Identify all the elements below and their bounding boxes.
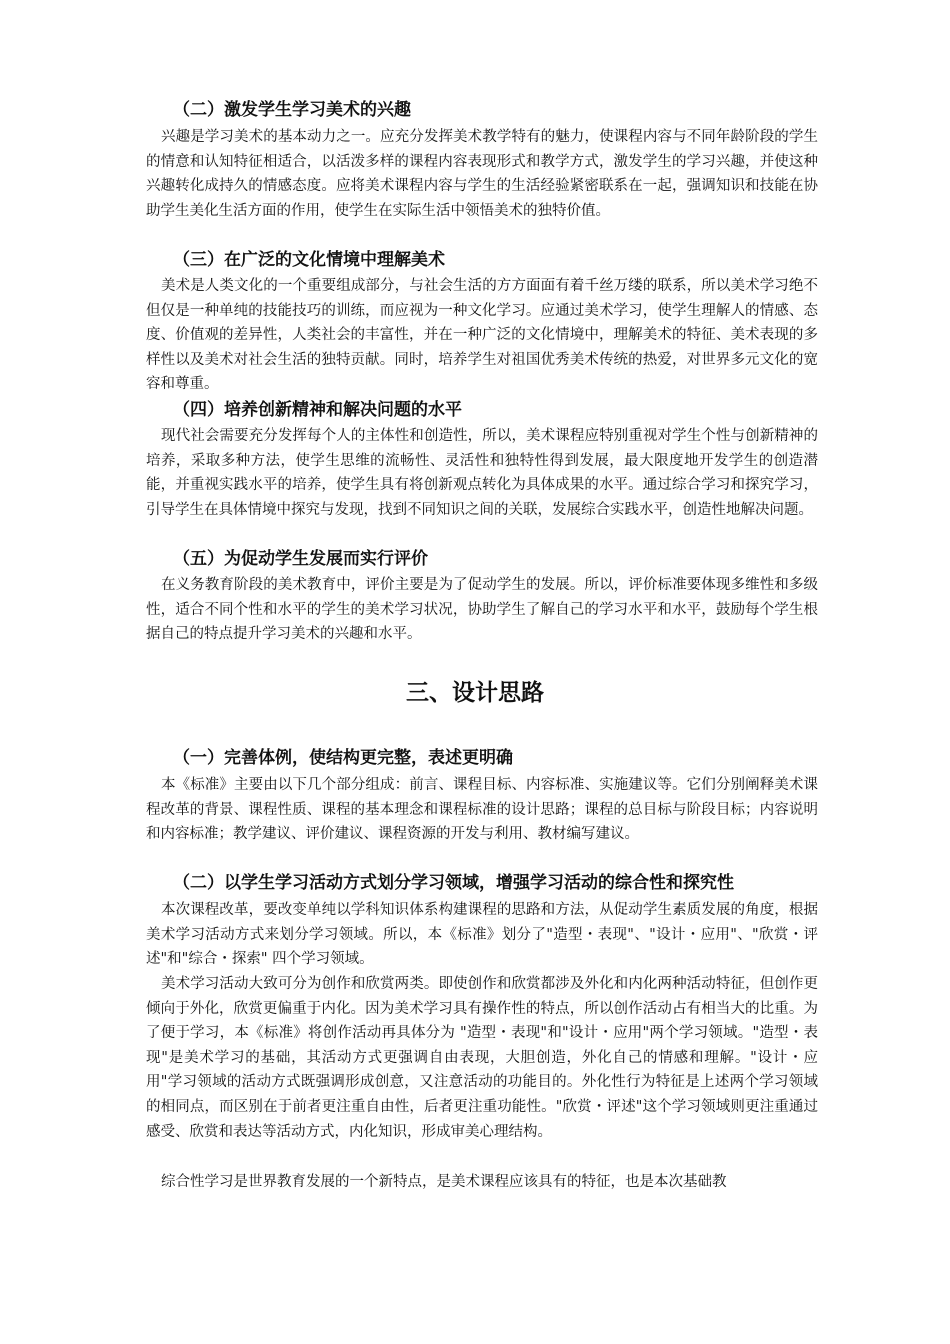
section-heading-interest: （二）激发学生学习美术的兴趣 [173,100,411,120]
section-heading-learning-domains: （二）以学生学习活动方式划分学习领域，增强学习活动的综合性和探究性 [173,873,734,893]
paragraph-learning-domains-1: 本次课程改革，要改变单纯以学科知识体系构建课程的思路和方法，从促动学生素质发展的角度，根据美术学习活动方式来划分学习领域。所以，本《标准》划分了"造型・表现"、"设计・应用"、"欣赏・评述"和"综合・探索" 四个学习领域。 [146,902,818,968]
paragraph-structure: 本《标准》主要由以下几个部分组成：前言、课程目标、内容标准、实施建议等。它们分别阐释美术课程改革的背景、课程性质、课程的基本理念和课程标准的设计思路；课程的总目标与阶段目标；内容说明和内容标准；教学建议、评价建议、课程资源的开发与利用、教材编写建议。 [146,777,818,843]
paragraph-interest: 兴趣是学习美术的基本动力之一。应充分发挥美术教学特有的魅力，使课程内容与不同年龄阶段的学生的情意和认知特征相适合，以活泼多样的课程内容表现形式和教学方式，激发学生的学习兴趣，并使这种兴趣转化成持久的情感态度。应将美术课程内容与学生的生活经验紧密联系在一起，强调知识和技能在协助学生美化生活方面的作用，使学生在实际生活中领悟美术的独特价值。 [146,129,818,219]
section-heading-innovation: （四）培养创新精神和解决问题的水平 [173,400,462,420]
chapter-title: 三、设计思路 [406,680,544,706]
paragraph-culture: 美术是人类文化的一个重要组成部分，与社会生活的方方面面有着千丝万缕的联系，所以美术学习绝不但仅是一种单纯的技能技巧的训练，而应视为一种文化学习。应通过美术学习，使学生理解人的情感、态度、价值观的差异性，人类社会的丰富性，并在一种广泛的文化情境中，理解美术的特征、美术表现的多样性以及美术对社会生活的独特贡献。同时，培养学生对祖国优秀美术传统的热爱，对世界多元文化的宽容和尊重。 [146,278,818,393]
section-heading-culture: （三）在广泛的文化情境中理解美术 [173,250,445,270]
paragraph-learning-domains-2: 美术学习活动大致可分为创作和欣赏两类。即使创作和欣赏都涉及外化和内化两种活动特征，但创作更倾向于外化，欣赏更偏重于内化。因为美术学习具有操作性的特点，所以创作活动占有相当大的比重。为了便于学习，本《标准》将创作活动再具体分为 "造型・表现"和"设计・应用"两个学习领域。"造型・表现"是美术学习的基础，其活动方式更强调自由表现，大胆创造，外化自己的情感和理解。"设计・应用"学习领域的活动方式既强调形成创意，又注意活动的功能目的。外化性行为特征是上述两个学习领域的相同点，而区别在于前者更注重自由性，后者更注重功能性。"欣赏・评述"这个学习领域则更注重通过感受、欣赏和表达等活动方式，内化知识，形成审美心理结构。 [146,976,818,1140]
paragraph-innovation: 现代社会需要充分发挥每个人的主体性和创造性，所以，美术课程应特别重视对学生个性与创新精神的培养，采取多种方法，使学生思维的流畅性、灵活性和独特性得到发展，最大限度地开发学生的创造潜能，并重视实践水平的培养，使学生具有将创新观点转化为具体成果的水平。通过综合学习和探究学习，引导学生在具体情境中探究与发现，找到不同知识之间的关联，发展综合实践水平，创造性地解决问题。 [146,428,818,518]
paragraph-learning-domains-3: 综合性学习是世界教育发展的一个新特点，是美术课程应该具有的特征，也是本次基础教 [161,1174,727,1190]
paragraph-evaluation: 在义务教育阶段的美术教育中，评价主要是为了促动学生的发展。所以，评价标准要体现多维性和多级性，适合不同个性和水平的学生的美术学习状况，协助学生了解自己的学习水平和水平，鼓励每个学生根据自己的特点提升学习美术的兴趣和水平。 [146,577,818,643]
section-heading-structure: （一）完善体例，使结构更完整，表述更明确 [173,748,513,768]
section-heading-evaluation: （五）为促动学生发展而实行评价 [173,549,428,569]
